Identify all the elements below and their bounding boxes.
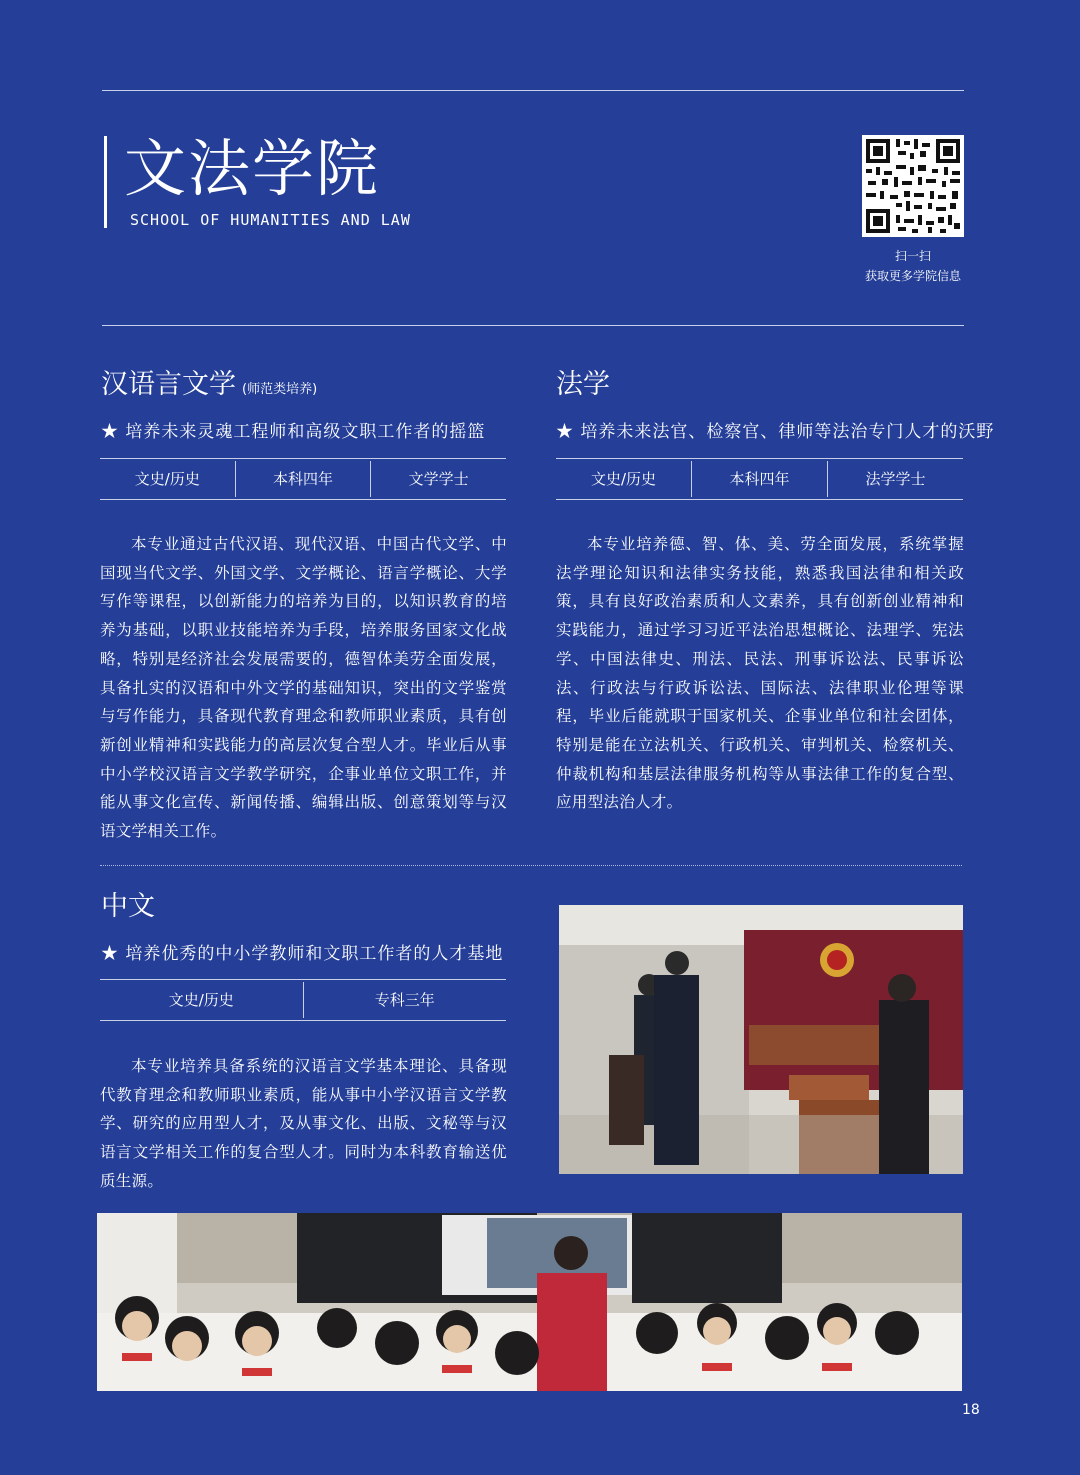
major-chinese-slogan: ★ 培养优秀的中小学教师和文职工作者的人才基地 [101, 944, 504, 964]
info-duration: 本科四年 [692, 461, 828, 497]
major-chinese-title: 中文 [101, 891, 155, 922]
moot-court-photo [559, 905, 963, 1174]
dotted-separator [100, 865, 962, 866]
page-title: 文法学院 [124, 132, 381, 205]
classroom-image [97, 1213, 962, 1391]
major-note: (师范类培养) [242, 382, 318, 397]
section-rule [102, 325, 964, 326]
major-chinese-lit-info-table [100, 458, 506, 500]
major-law-info-table [556, 458, 963, 500]
qr-code[interactable] [862, 135, 964, 237]
major-chinese-description: 本专业培养具备系统的汉语言文学基本理论、具备现代教育理念和教师职业素质，能从事中小学汉语言文学教学、研究的应用型人才，及从事文化、出版、文秘等与汉语言文学相关工作的复合型人才。同时为本科教育输送优质生源。 [100, 1057, 507, 1190]
major-chinese-lit-title [101, 371, 317, 398]
major-law-title: 法学 [556, 369, 610, 400]
major-chinese-lit-slogan: ★ 培养未来灵魂工程师和高级文职工作者的摇篮 [101, 422, 486, 442]
major-chinese-lit-description: 本专业通过古代汉语、现代汉语、中国古代文学、中国现当代文学、外国文学、文学概论、语言学概论、大学写作等课程，以创新能力的培养为目的，以知识教育的培养为基础，以职业技能培养为手段，培养服务国家文化战略，特别是经济社会发展需要的，德智体美劳全面发展，具备扎实的汉语和中外文学的基础知识，突出的文学鉴赏与写作能力，具备现代教育理念和教师职业素质，具有创新创业精神和实践能力的高层次复合型人才。毕业后从事中小学校汉语言文学教学研究，企事业单位文职工作，并能从事文化宣传、新闻传播、编辑出版、创意策划等与汉语文学相关工作。 [100, 535, 507, 841]
info-degree: 法学学士 [865, 470, 926, 488]
page-subtitle: SCHOOL OF HUMANITIES AND LAW [130, 211, 411, 229]
top-rule [102, 90, 964, 91]
info-category: 文史/历史 [100, 982, 304, 1018]
major-law-slogan: ★ 培养未来法官、检察官、律师等法治专门人才的沃野 [556, 422, 995, 442]
major-law-description: 本专业培养德、智、体、美、劳全面发展，系统掌握法学理论知识和法律实务技能，熟悉我国法律和相关政策，具有良好政治素质和人文素养，具有创新创业精神和实践能力，通过学习习近平法治思想概论、法理学、宪法学、中国法律史、刑法、民法、刑事诉讼法、民事诉讼法、行政法与行政诉讼法、国际法、法律职业伦理等课程，毕业后能就职于国家机关、企事业单位和社会团体，特别是能在立法机关、行政机关、审判机关、检察机关、仲裁机构和基层法律服务机构等从事法律工作的复合型、应用型法治人才。 [556, 535, 964, 812]
info-degree: 文学学士 [408, 470, 469, 488]
info-category: 文史/历史 [556, 461, 692, 497]
qr-caption [848, 246, 978, 286]
page-number: 18 [962, 1402, 980, 1418]
title-accent-bar [104, 136, 107, 228]
info-duration: 专科三年 [374, 991, 435, 1009]
classroom-photo [97, 1213, 962, 1391]
major-chinese-info-table [100, 979, 506, 1021]
major-name: 汉语言文学 [101, 369, 236, 400]
moot-court-image [559, 905, 963, 1174]
qr-caption-line1: 扫一扫 [894, 249, 931, 263]
info-duration: 本科四年 [236, 461, 372, 497]
info-category: 文史/历史 [100, 461, 236, 497]
qr-code-icon [862, 135, 964, 237]
qr-caption-line2: 获取更多学院信息 [864, 269, 961, 283]
